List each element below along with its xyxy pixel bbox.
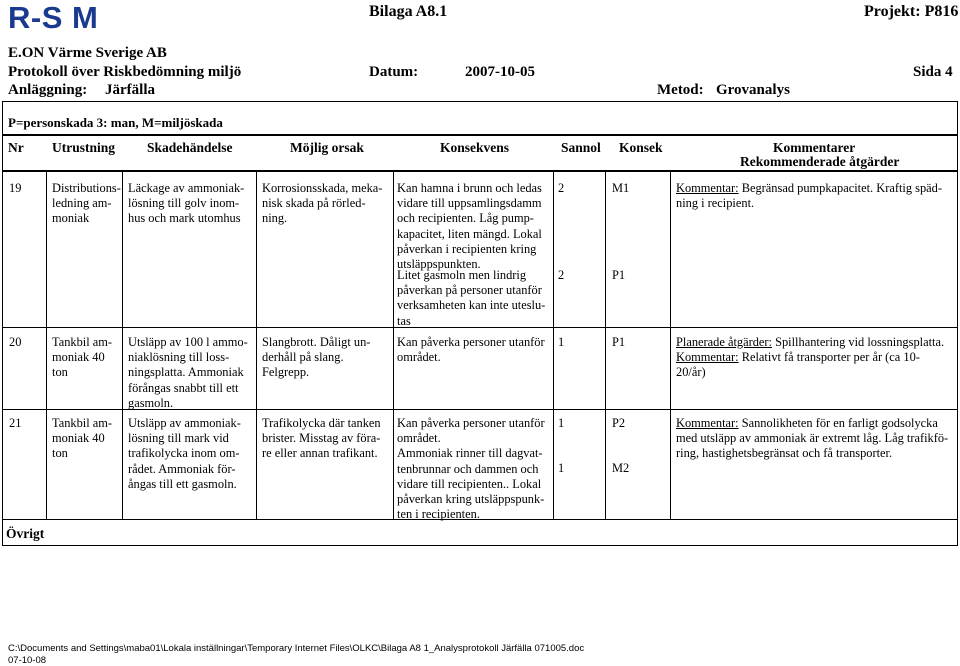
row21-kommentar bbox=[676, 416, 948, 462]
row21-konsek-2: M2 bbox=[612, 461, 630, 475]
row21-orsak: Trafikolycka där tanken brister. Misstag av föra- re eller annan trafikant. bbox=[262, 416, 381, 461]
method-label: Metod: bbox=[657, 82, 704, 98]
row20-sannol-1: 1 bbox=[558, 335, 565, 349]
row20-konsek-1: P1 bbox=[612, 335, 626, 349]
row19-konsek-2: P1 bbox=[612, 268, 626, 282]
col-divider bbox=[553, 171, 554, 519]
bilaga-label: Bilaga A8.1 bbox=[369, 3, 448, 20]
row20-konsekvens-1: Kan påverka personer utanför området. bbox=[397, 335, 545, 365]
row19-konsekvens-2: Litet gasmoln men lindrig påverkan på personer utanför verksamheten kan inte uteslu- tas bbox=[397, 268, 546, 328]
company-name: E.ON Värme Sverige AB bbox=[8, 45, 167, 61]
row19-kommentar-label: Kommentar: bbox=[676, 181, 739, 195]
row19-konsek-1: M1 bbox=[612, 181, 630, 195]
row19-konsekvens-1: Kan hamna i brunn och ledas vidare till uppsamlingsdamm och recipienten. Låg pump- kapacitet, liten mängd. Lokal påverkan i recipienten kring utsläppspunkten. bbox=[397, 181, 542, 272]
ovrigt-label: Övrigt bbox=[6, 526, 45, 541]
page-number: Sida 4 bbox=[913, 64, 953, 80]
row20-atgard bbox=[676, 335, 944, 350]
legend-text: P=personskada 3: man, M=miljöskada bbox=[8, 115, 223, 130]
row21-konsek-1: P2 bbox=[612, 416, 626, 430]
row20-nr: 20 bbox=[9, 335, 22, 349]
protocol-title: Protokoll över Riskbedömning miljö bbox=[8, 64, 242, 80]
col-nr: Nr bbox=[8, 140, 24, 155]
col-rekommenderade: Rekommenderade åtgärder bbox=[740, 154, 900, 169]
col-divider bbox=[122, 171, 123, 519]
row20-orsak: Slangbrott. Dåligt un- derhåll på slang. Felgrepp. bbox=[262, 335, 371, 380]
company-logo: R-S M bbox=[8, 0, 99, 35]
method-value: Grovanalys bbox=[716, 82, 790, 98]
facility-value: Järfälla bbox=[105, 82, 155, 98]
col-utrustning: Utrustning bbox=[52, 140, 116, 155]
row19-orsak: Korrosionsskada, meka- nisk skada på rörled- ning. bbox=[262, 181, 383, 226]
col-mojlig-orsak: Möjlig orsak bbox=[290, 140, 364, 155]
date-value: 2007-10-05 bbox=[465, 64, 535, 80]
row20-atgard-text: Spillhantering vid lossningsplatta. bbox=[771, 335, 945, 349]
row19-sannol-2: 2 bbox=[558, 268, 565, 282]
row19-skadehandelse: Läckage av ammoniak- lösning till golv inom- hus och mark utomhus bbox=[128, 181, 245, 226]
footer-date: 07-10-08 bbox=[8, 655, 47, 666]
row20-skadehandelse: Utsläpp av 100 l ammo- niaklösning till loss- ningsplatta. Ammoniak förångas snabbt till ett gasmoln. bbox=[128, 335, 248, 410]
col-divider bbox=[670, 171, 671, 519]
footer-path: C:\Documents and Settings\maba01\Lokala inställningar\Temporary Internet Files\OLKC\Bilaga A8 1_Analysprotokoll Järfälla 071005.doc bbox=[8, 643, 585, 654]
row20-kommentar-label: Kommentar: bbox=[676, 350, 739, 364]
col-kommentarer: Kommentarer bbox=[773, 140, 856, 155]
row20-utrustning: Tankbil am- moniak 40 ton bbox=[52, 335, 113, 380]
row21-nr: 21 bbox=[9, 416, 22, 430]
row21-skadehandelse: Utsläpp av ammoniak- lösning till mark vid trafikolycka inom om- rådet. Ammoniak för- ångas till ett gasmoln. bbox=[128, 416, 241, 491]
col-konsekvens: Konsekvens bbox=[440, 140, 510, 155]
row20-kommentar-text: Relativt få transporter per år (ca 10- 20/år) bbox=[676, 350, 920, 380]
row19-nr: 19 bbox=[9, 181, 22, 195]
row21-utrustning: Tankbil am- moniak 40 ton bbox=[52, 416, 113, 461]
col-divider bbox=[393, 171, 394, 519]
project-label: Projekt: P816 bbox=[864, 3, 959, 20]
row21-sannol-1: 1 bbox=[558, 416, 565, 430]
facility-label: Anläggning: bbox=[8, 82, 88, 98]
row19-sannol-1: 2 bbox=[558, 181, 565, 195]
row20-kommentar bbox=[676, 350, 920, 380]
row21-konsekvens-1: Kan påverka personer utanför området. Ammoniak rinner till dagvat- tenbrunnar och dammen och vidare till recipienten.. Lokal påverkan kring utsläppspunk- ten i recipienten. bbox=[397, 416, 545, 522]
row21-kommentar-text: Sannolikheten för en farligt godsolycka med utsläpp av ammoniak är extremt låg. Låg trafikfö- ring, hastighetsbegränsat och få transporter. bbox=[676, 416, 949, 461]
row19-kommentar bbox=[676, 181, 942, 211]
col-sannol: Sannol bbox=[561, 140, 601, 155]
row19-kommentar-text: Begränsad pumpkapacitet. Kraftig späd- ning i recipient. bbox=[676, 181, 942, 211]
col-divider bbox=[605, 171, 606, 519]
col-skadehandelse: Skadehändelse bbox=[147, 140, 233, 155]
col-divider bbox=[46, 171, 47, 519]
row20-atgard-label: Planerade åtgärder: bbox=[676, 335, 772, 349]
row19-utrustning: Distributions- ledning am- moniak bbox=[52, 181, 121, 226]
col-divider bbox=[256, 171, 257, 519]
row21-sannol-2: 1 bbox=[558, 461, 565, 475]
col-konsek: Konsek bbox=[619, 140, 663, 155]
date-label: Datum: bbox=[369, 64, 419, 80]
row21-kommentar-label: Kommentar: bbox=[676, 416, 739, 430]
